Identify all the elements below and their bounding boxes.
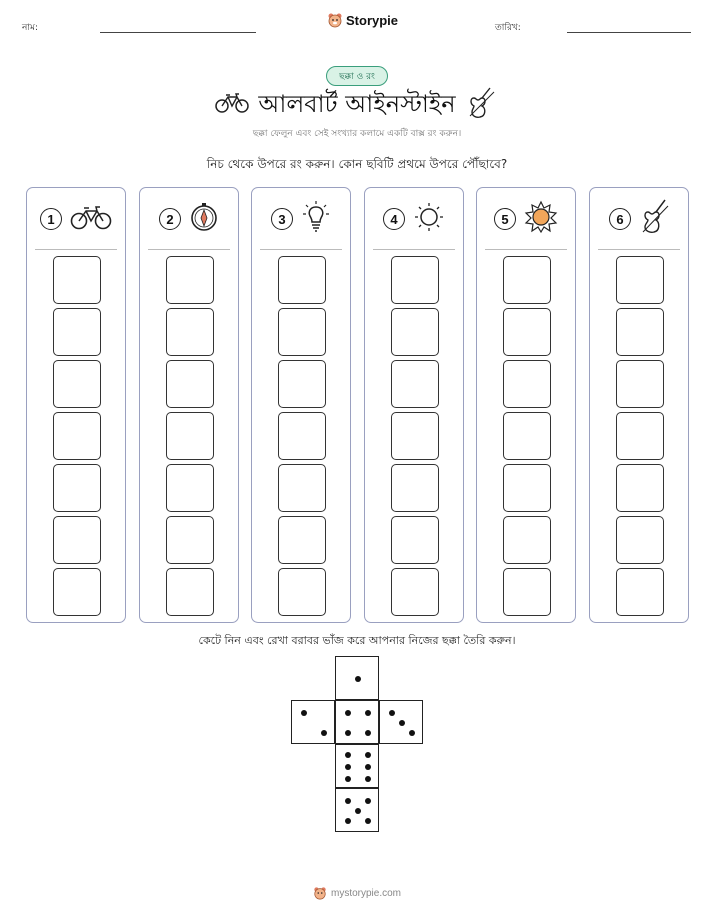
die-pip [365, 776, 371, 782]
lightbulb-icon [301, 200, 331, 238]
color-box[interactable] [278, 412, 326, 460]
color-box[interactable] [278, 308, 326, 356]
violin-icon [466, 86, 496, 120]
color-box[interactable] [503, 516, 551, 564]
cut-instruction: কেটে নিন এবং রেখা বরাবর ভাঁজ করে আপনার নিজের ছক্কা তৈরি করুন। [198, 634, 516, 647]
compass-icon [189, 202, 219, 236]
column-number: 2 [159, 208, 181, 230]
column-3 [251, 187, 351, 623]
column-2 [139, 187, 239, 623]
die-pip [365, 730, 371, 736]
date-line[interactable] [567, 32, 691, 33]
column-divider [373, 249, 455, 250]
die-face-6 [335, 744, 379, 788]
die-pip [345, 730, 351, 736]
die-pip [345, 710, 351, 716]
color-box[interactable] [391, 360, 439, 408]
date-label: তারিখ: [495, 23, 521, 33]
color-box[interactable] [53, 516, 101, 564]
die-pip [389, 710, 395, 716]
color-box[interactable] [616, 464, 664, 512]
color-box[interactable] [503, 464, 551, 512]
column-number: 4 [383, 208, 405, 230]
color-box[interactable] [391, 412, 439, 460]
die-pip [301, 710, 307, 716]
column-header [365, 200, 463, 238]
color-box[interactable] [616, 516, 664, 564]
column-number: 1 [40, 208, 62, 230]
color-box[interactable] [503, 412, 551, 460]
die-pip [345, 818, 351, 824]
die-pip [345, 776, 351, 782]
column-divider [598, 249, 680, 250]
sun-icon [413, 201, 445, 237]
die-pip [345, 798, 351, 804]
color-box[interactable] [503, 256, 551, 304]
column-number: 3 [271, 208, 293, 230]
die-pip [365, 798, 371, 804]
brand-name: Storypie [346, 12, 399, 28]
color-box[interactable] [391, 568, 439, 616]
color-box[interactable] [166, 464, 214, 512]
column-number: 6 [609, 208, 631, 230]
bicycle-icon [70, 204, 112, 234]
column-header [27, 200, 125, 238]
die-pip [345, 752, 351, 758]
column-header [140, 200, 238, 238]
die-face-1 [335, 656, 379, 700]
color-box[interactable] [166, 568, 214, 616]
footer-url[interactable]: mystorypie.com [330, 887, 401, 899]
color-box[interactable] [53, 256, 101, 304]
column-1 [26, 187, 126, 623]
page-title: আলবার্ট আইনস্টাইন [258, 90, 456, 118]
color-box[interactable] [391, 256, 439, 304]
color-box[interactable] [503, 308, 551, 356]
color-box[interactable] [278, 256, 326, 304]
die-pip [355, 808, 361, 814]
die-face-3 [379, 700, 423, 744]
column-6 [589, 187, 689, 623]
brand-logo [327, 12, 398, 28]
color-box[interactable] [278, 360, 326, 408]
color-box[interactable] [616, 360, 664, 408]
color-box[interactable] [616, 412, 664, 460]
column-divider [35, 249, 117, 250]
color-box[interactable] [53, 308, 101, 356]
die-face-5 [335, 788, 379, 832]
die-pip [365, 710, 371, 716]
color-box[interactable] [278, 464, 326, 512]
column-header [477, 200, 575, 238]
die-pip [365, 818, 371, 824]
die-pip [365, 764, 371, 770]
die-face-4 [335, 700, 379, 744]
instruction: নিচ থেকে উপরে রং করুন। কোন ছবিটি প্রথমে উপরে পৌঁছাবে? [206, 157, 508, 171]
color-box[interactable] [616, 256, 664, 304]
column-divider [485, 249, 567, 250]
color-box[interactable] [503, 568, 551, 616]
color-box[interactable] [278, 568, 326, 616]
violin-icon [639, 198, 669, 240]
name-label: নাম: [22, 23, 39, 33]
die-pip [399, 720, 405, 726]
color-box[interactable] [166, 360, 214, 408]
color-box[interactable] [166, 308, 214, 356]
column-divider [260, 249, 342, 250]
die-pip [345, 764, 351, 770]
color-box[interactable] [278, 516, 326, 564]
column-divider [148, 249, 230, 250]
color-box[interactable] [166, 412, 214, 460]
color-box[interactable] [616, 568, 664, 616]
die-pip [409, 730, 415, 736]
column-5 [476, 187, 576, 623]
column-4 [364, 187, 464, 623]
name-line[interactable] [100, 32, 256, 33]
column-number: 5 [494, 208, 516, 230]
color-box[interactable] [391, 308, 439, 356]
die-pip [321, 730, 327, 736]
color-box[interactable] [53, 464, 101, 512]
activity-badge: ছক্কা ও রং [326, 66, 388, 86]
color-box[interactable] [166, 516, 214, 564]
footer [0, 886, 714, 900]
die-face-2 [291, 700, 335, 744]
die-pip [355, 676, 361, 682]
bear-logo-icon [313, 886, 327, 900]
color-box[interactable] [166, 256, 214, 304]
die-pip [365, 752, 371, 758]
column-header [252, 200, 350, 238]
subtitle: ছক্কা ফেলুন এবং সেই সংখ্যার কলামে একটি বাক্স রং করুন। [252, 129, 462, 139]
color-box[interactable] [616, 308, 664, 356]
color-box[interactable] [391, 464, 439, 512]
sun-star-icon [524, 200, 558, 238]
column-header [590, 200, 688, 238]
color-box[interactable] [503, 360, 551, 408]
color-box[interactable] [53, 412, 101, 460]
bear-logo-icon [327, 12, 343, 28]
color-box[interactable] [53, 568, 101, 616]
color-box[interactable] [53, 360, 101, 408]
color-box[interactable] [391, 516, 439, 564]
